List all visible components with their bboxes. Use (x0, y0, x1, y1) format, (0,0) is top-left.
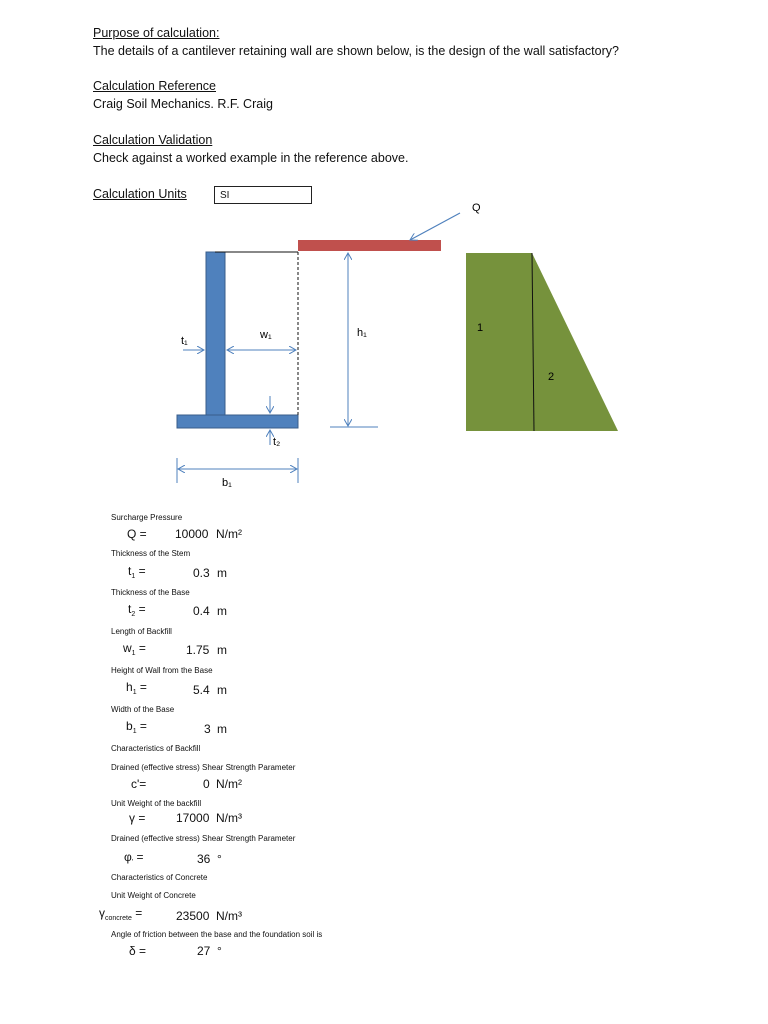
validation-heading: Calculation Validation (93, 133, 213, 147)
region-1-label: 1 (477, 322, 484, 334)
param-value: 0.3 (193, 566, 210, 580)
purpose-heading: Purpose of calculation: (93, 26, 220, 40)
param-symbol: Q = (127, 527, 147, 541)
param-symbol: $t_2$ = (128, 602, 146, 618)
param-unit: m (217, 604, 227, 618)
section-label: Characteristics of Backfill (111, 744, 201, 753)
param-value: 27 (197, 944, 211, 958)
param-label: Drained (effective stress) Shear Strength Parameter (111, 834, 296, 843)
param-symbol: $\varphi'$ = (124, 850, 144, 866)
param-label: Unit Weight of Concrete (111, 891, 196, 900)
section-label: Characteristics of Concrete (111, 873, 208, 882)
validation-text: Check against a worked example in the reference above. (93, 151, 409, 165)
param-unit: m (217, 643, 227, 657)
param-value: 0.4 (193, 604, 210, 618)
param-label: Width of the Base (111, 705, 175, 714)
reference-text: Craig Soil Mechanics. R.F. Craig (93, 97, 273, 111)
param-value: 17000 (176, 811, 210, 825)
param-value: 36 (197, 852, 211, 866)
param-label: Angle of friction between the base and the foundation soil is (111, 930, 323, 939)
param-value: 1.75 (186, 643, 210, 657)
wall-stem (206, 252, 225, 415)
param-symbol: γ = (129, 811, 146, 825)
retaining-wall-diagram (0, 0, 768, 500)
param-unit: ° (217, 852, 222, 866)
param-unit: m (217, 722, 227, 736)
param-label: Drained (effective stress) Shear Strength Parameter (111, 763, 296, 772)
param-symbol: δ = (129, 944, 147, 958)
label-h1: h₁ (357, 327, 367, 339)
param-value: 0 (203, 777, 210, 791)
units-input[interactable]: SI (214, 186, 312, 204)
param-label: Height of Wall from the Base (111, 666, 213, 675)
param-label: Unit Weight of the backfill (111, 799, 202, 808)
param-unit: ° (217, 944, 222, 958)
surcharge-arrow (410, 213, 460, 240)
param-symbol: $w_1$ = (123, 641, 146, 657)
param-label: Length of Backfill (111, 627, 172, 636)
param-value: 5.4 (193, 683, 210, 697)
label-b1: b₁ (222, 477, 232, 489)
param-symbol: $\gamma_{concrete}$ = (99, 906, 143, 922)
param-unit: N/m² (216, 527, 242, 541)
param-label: Thickness of the Stem (111, 549, 191, 558)
wall-base (177, 415, 298, 428)
param-unit: N/m³ (216, 909, 242, 923)
label-t2: t₂ (273, 436, 281, 448)
param-symbol: $t_1$ = (128, 564, 146, 580)
param-symbol: c'= (131, 777, 147, 791)
label-q: Q (472, 202, 481, 214)
param-unit: N/m² (216, 777, 242, 791)
param-value: 23500 (176, 909, 210, 923)
units-heading: Calculation Units (93, 187, 187, 201)
param-value: 3 (204, 722, 211, 736)
param-symbol: $b_1$ = (126, 719, 147, 735)
region-2-label: 2 (548, 371, 555, 383)
param-label: Thickness of the Base (111, 588, 190, 597)
param-unit: N/m³ (216, 811, 242, 825)
surcharge-load (298, 240, 441, 251)
param-symbol: $h_1$ = (126, 680, 147, 696)
label-t1: t₁ (181, 335, 188, 347)
purpose-text: The details of a cantilever retaining wall are shown below, is the design of the wall satisfactory? (93, 44, 619, 58)
reference-heading: Calculation Reference (93, 79, 216, 93)
param-unit: m (217, 683, 227, 697)
param-label: Surcharge Pressure (111, 513, 183, 522)
label-w1: w₁ (260, 329, 272, 341)
pressure-diagram (466, 253, 618, 431)
param-unit: m (217, 566, 227, 580)
param-value: 10000 (175, 527, 209, 541)
